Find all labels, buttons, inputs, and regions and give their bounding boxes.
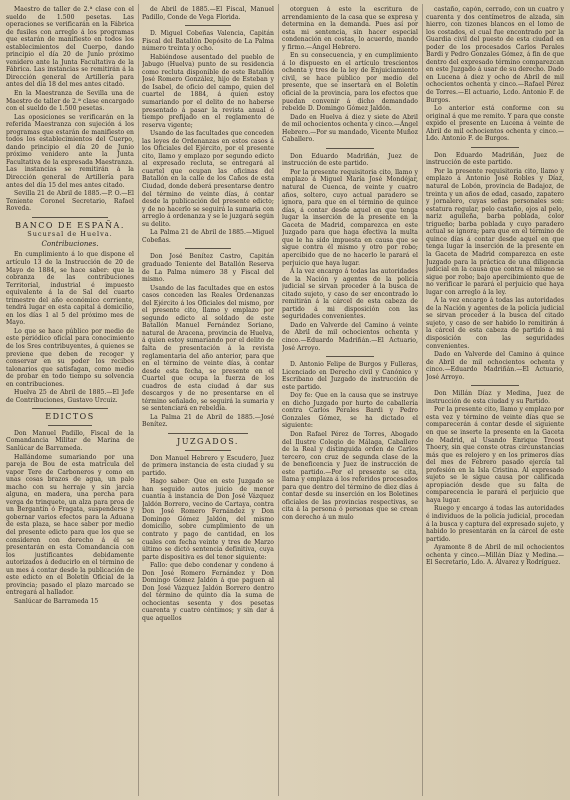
text-column-1: [6, 6, 134, 796]
paragraph: Dado en Valverde del Camino á veinte de Abril de mil ochocientos ochenta y cinco.—Eduardo Madriñán.—El Actuario, José Arroyo.: [282, 321, 418, 352]
separator-rule: [48, 425, 93, 426]
paragraph: Ayamonte 8 de Abril de mil ochocientos ochenta y cinco.—Millán Díaz y Medina.—El Secretario, Ldo. A. Álvarez y Rodríguez.: [426, 544, 564, 567]
paragraph: D. Antonio Felipe de Burgos y Fulleras, Licenciado en Derecho civil y Canónico y Escribano del Juzgado de instrucción de este partido.: [282, 361, 418, 391]
paragraph: Las oposiciones se verificarán en la referida Maestranza con sujeción á los programas que estarán de manifiesto en todos los establecimientos del Cuerpo, dando principio el día 20 de Junio próximo venidero ante la Junta Facultativa de la expresada Maestranza. Las instancias se remitirán á la Dirección general de Artillería para antes del día 15 del mes antes citado.: [6, 113, 134, 189]
paragraph: Usando de las facultades que en estos casos conceden las Reales Ordenanzas del Ejército á los Oficiales del mismo, por el presente cito, llamo y emplazo por segundo edicto al soldado de este Batallón Manuel Fernández Soriano, natural de Aracena, provincia de Huelva, á quien estoy sumariando por el delito de falta de presentación á la revista reglamentaria del año anterior, para que en el término de veinte días, á contar desde esta fecha, se presente en el Cuartel que ocupa la fuerza de los cuadros de esta ciudad á dar sus descargos y de no presentarse en el término señalado, se seguirá la sumaria y se sentenciará en rebeldía.: [142, 284, 274, 413]
column-divider: [278, 4, 279, 796]
separator-rule: [326, 356, 374, 357]
paragraph: Sevilla 21 de Abril de 1885.—P. O.—El Teniente Coronel Secretario, Rafael Roveda.: [6, 190, 134, 213]
paragraph: D. Miguel Cobeñas Valencia, Capitán Fiscal del Batallón Depósito de La Palma número treinta y ocho.: [142, 30, 274, 53]
column-divider: [138, 4, 139, 796]
separator-rule: [32, 217, 109, 218]
paragraph: Por la presente requisitoria cito, llamo y emplazo á Miguel María José Mondéjar, natural de Cuenca, de veinte y cuatro años, soltero, cuyo actual paradero se ignora, para que en el término de quince días, á contar desde aquel en que tenga lugar la inserción de la presente en la Gaceta de Madrid, comparezca en este Juzgado para que haga efectiva la multa que le ha sido impuesta en causa que se sigue contra él mismo y otro por robo; apercibido que de no hacerlo le parará el perjuicio que haya lugar.: [282, 168, 418, 267]
paragraph: La Palma 21 de Abril de 1885.—Miguel Cobeñas.: [142, 229, 274, 244]
section-heading: BANCO DE ESPAÑA.: [15, 220, 125, 230]
paragraph: En su consecuencia, y en cumplimiento á lo dispuesto en el artículo trescientos ochenta y tres de la ley de Enjuiciamiento civil, se hace público por medio del presente, que se insertará en el Boletín oficial de la provincia, para los efectos que puedan convenir á dicho demandado rebelde D. Domingo Gómez Jaldón.: [282, 52, 418, 113]
paragraph: Don Rafael Pérez de Torres, Abogado del Ilustre Colegio de Málaga, Caballero de la Real y distinguida orden de Carlos tercero, con cruz de segunda clase de la de beneficencia y Juez de instrucción de este partido.—Por el presente se cita, llama y emplaza á los referidos procesados para que dentro del término de diez días á contar desde su inserción en los Boletines oficiales de las provincias respectivas, se cita á la persona ó personas que se crean con derecho á un mulo: [282, 430, 418, 521]
paragraph: castaño, capón, cerrado, con un cuatro y cuarenta y dos centímetros de alzada, sin hierro, con tizones blancos en el lomo de los costados, el cual fue encontrado por la Guardia civil del puesto de esta ciudad en poder de los procesados Carlos Perales Bardi y Pedro Gonzales Gómez, á fin de que dentro del expresado término comparezcan en este Juzgado á usar de su derecho. Dado en Lucena á diez y ocho de Abril de mil ochocientos ochenta y cinco.—Rafael Pérez de Torres.—El actuario, Lcdo. Antonio F. de Burgos.: [426, 6, 564, 104]
paragraph: Habiéndose ausentado del pueblo de Jabugo (Huelva) punto de su residencia como recluta disponible de este Batallón José Romero González, hijo de Esteban y de Isabel, de oficio del campo, quien del cuartel de 1884, á quien estoy sumariando por el delito de no haberse presentado á pasar la revista anual ó tiempo prefijado en el reglamento de reserva vigente;: [142, 53, 274, 129]
paragraph: otorguen á este la escritura de arrendamiento de la casa que se expresa y determina en la demanda. Pues así por esta mi sentencia, sin hacer especial condenación en costas, lo acuerdo, mando y firmo.—Ángel Hebrero.: [282, 6, 418, 51]
separator-rule: [32, 408, 109, 409]
paragraph: Huelva 25 de Abril de 1885.—El Jefe de Contribuciones, Gustavo Urcuiz.: [6, 389, 134, 404]
separator-rule: [471, 147, 519, 148]
separator-rule: [185, 25, 231, 26]
paragraph: Don Manuel Hebrero y Escudero, Juez de primera instancia de esta ciudad y su partido.: [142, 454, 274, 477]
paragraph: En cumplimiento á lo que dispone el artículo 13 de la Instrucción de 20 de Mayo de 1884, se hace saber: que la cobranza de las contribuciones Territorial, industrial é impuesto equivalente á la de Sal del cuarto trimestre del año económico corriente, tendrá lugar en esta capital á domicilio, en los días 1 al 5 del próximo mes de Mayo.: [6, 251, 134, 327]
paragraph: Por la presente cito, llamo y emplazo por esta vez y término de veinte días que se comparecerán á contar desde el siguiente en que se inserte la presente en la Gaceta de Madrid, al Usando Enrique Troost Thoery, sin que conste otras circunstancias más que es relojero y en los primeros días del mes de Febrero pasado ejercía tal profesión en la Isla Cristina. Al expresado sujeto se le sigue causa por calificada apropiación desde que su falta de comparecencia le parará el perjuicio que haya lugar.: [426, 406, 564, 504]
paragraph: En la Maestranza de Sevilla una de Maestro de taller de 2.ª clase encargado con el sueldo de 1.500 pesetas.: [6, 90, 134, 113]
paragraph: Ruego y encargo á todas las autoridades é individuos de la policía judicial, procedan á la busca y captura del expresado sujeto, y habido lo presentarán en la cárcel de este partido.: [426, 505, 564, 543]
paragraph: Á la vez encargo á todas las autoridades de la Nación y agentes de la policía judicial se sirvan proceder á la busca de citado sujeto, y caso de ser encontrado lo remitirán á la cárcel de esta cabeza de partido á mi disposición con las seguridades convenientes.: [282, 268, 418, 321]
paragraph: Doy fe: Que en la causa que se instruye en dicho Juzgado por hurto de caballería contra Carlos Perales Bardi y Pedro Gonzales Gómez, se ha dictado el siguiente:: [282, 392, 418, 430]
paragraph: Lo anterior está conforme con su original á que me remito. Y para que conste expido el presente en Lucena á veinte de Abril de mil ochocientos ochenta y cinco.—Ldo. Antonio F. de Burgos.: [426, 105, 564, 143]
section-heading: JUZGADOS.: [177, 436, 239, 446]
separator-rule: [471, 385, 519, 386]
text-column-3: [282, 6, 418, 796]
separator-rule: [185, 450, 231, 451]
paragraph: Usando de las facultades que conceden las leyes de Ordenanzas en estos casos á los Oficiales del Ejército, por el presente cito, llamo y emplazo por segundo edicto al expresado recluta, se entregará al cuartel que ocupan las oficinas del Batallón en la calle de los Caños de esta Ciudad, donde deberá presentarse dentro del término de veinte días, á contar desde la publicación del presente edicto; y de no hacerlo se seguirá la sumaria con arreglo á ordenanza y se le juzgará según su delito.: [142, 130, 274, 228]
paragraph: Por la presente requisitoria cito, llamo y emplazo á Antonio José Robles y Díaz, natural de Lobón, provincia de Badajoz, de treinta y un años de edad, casado, zapatero y jornalero, cuyas señas personales son: estatura regular, pelo castaño, ojos al pelo, nariz aguileña, barba poblada, color trigueño; barba poblada y cuyo paradero actual se ignora; para que en el término de quince días á contar desde aquel en que tenga lugar la inserción de la presente en la Gaceta de Madrid comparezca en este Juzgado para la práctica de una diligencia judicial en la causa que contra el mismo se sigue por robo; bajo apercibimiento que de no verificar le parará el perjuicio que haya lugar con arreglo á la ley.: [426, 167, 564, 296]
section-title-italic: Contribuciones.: [41, 239, 99, 248]
paragraph: Dado en Huelva á diez y siete de Abril de mil ochocientos ochenta y cinco.—Ángel Hebrero.—Por su mandado, Vicente Muñoz Caballero.: [282, 113, 418, 144]
paragraph: Sanlúcar de Barrameda 15: [14, 597, 99, 605]
paragraph: Fallo: que debo condenar y condeno á Don José Romero Fernández y Don Domingo Gómez Jaldón á que paguen al Don José Vázquez Jaldón Borrero dentro del término de quinto día la suma de ochocientas sesenta y dos pesetas cuarenta y cuatro céntimos; y sin dar á que aquellos: [142, 562, 274, 623]
paragraph: Don José Benítez Castro, Capitán graduado Teniente del Batallón Reserva de La Palma número 38 y Fiscal del mismo.: [142, 253, 274, 284]
text-column-2: [142, 6, 274, 796]
separator-rule: [326, 148, 374, 149]
text-column-4: [426, 6, 564, 796]
paragraph: La Palma 21 de Abril de 1885.—José Benítez.: [142, 413, 274, 429]
section-subheading: Sucursal de Huelva.: [27, 230, 113, 239]
separator-rule: [168, 433, 247, 434]
paragraph: Maestro de taller de 2.ª clase con el sueldo de 1.500 pesetas. Las operaciones se verificarán en la Fábrica de fusiles con arreglo á los programas que estarán de manifiesto en todos los establecimientos del Cuerpo, dando principio el día 20 de Junio próximo venidero ante la Junta Facultativa de la Fábrica. Las instancias se remitirán á la Dirección general de Artillería para antes del día 18 del mes antes citado.: [6, 6, 134, 89]
paragraph: Don Manuel Padillo, Fiscal de la Comandancia Militar de Marina de Sanlúcar de Barrameda.: [6, 429, 134, 452]
paragraph: Hallándome sumariando por una pareja de Bou de esta matrícula del vapor Tere de Carboneros y como en unas cosas brazos de agua, un palo macho con su herraje y sin jarcia alguna, en madera, una percha para verga de trinquete, un alza para proa de un Bergantín ó Fragata, suspenderse y gobernar varios efectos para la Aduana de esta plaza, se hace saber por medio del presente edicto para que los que se consideren con derecho á él se presentarán en esta Comandancia con los justificantes debidamente autorizados á deducirlo en el término de un mes á contar desde la publicación de este edicto en el Boletín Oficial de la provincia; pasado el plazo marcado se entregará al hallador.: [6, 453, 134, 597]
paragraph: Á la vez encargo á todas las autoridades de la Nación y agentes de la policía judicial se sirvan proceder á la busca del citado sujeto, y caso de ser habido lo remitirán á la cárcel de esta cabeza de partido á mi disposición con las seguridades convenientes.: [426, 297, 564, 350]
paragraph: Don Eduardo Madriñán, Juez de instrucción de este partido.: [426, 151, 564, 167]
paragraph: Don Eduardo Madriñán, Juez de instrucción de este partido.: [282, 152, 418, 168]
paragraph: de Abril de 1885.—El Fiscal, Manuel Padillo, Conde de Vega Florida.: [142, 6, 274, 21]
column-divider: [422, 4, 423, 796]
section-heading: EDICTOS: [45, 412, 95, 422]
separator-rule: [185, 248, 231, 249]
paragraph: Don Millán Díaz y Medina, Juez de instrucción de esta ciudad y su Partido.: [426, 390, 564, 405]
paragraph: Dado en Valverde del Camino á quince de Abril de mil ochocientos ochenta y cinco.—Eduardo Madriñán.—El Actuario, José Arroyo.: [426, 351, 564, 381]
paragraph: Lo que se hace público por medio de este periódico oficial para conocimiento de los Sres contribuyentes, á quienes se previene que deben de recoger y conservar en su poder los recibos talonarios que satisfagan, como medio de probar en todo tiempo su solvencia en contribuciones.: [6, 327, 134, 388]
paragraph: Hago saber: Que en este Juzgado se han seguido autos juicio de menor cuantía á instancia de Don José Vázquez Jaldón Borrero, vecino de Cartaya, contra Don José Romero Fernández y Don Domingo Gómez Jaldón, del mismo domicilio, sobre cumplimiento de un contrato y pago de cantidad, en los cuales con fecha veinte y tres de Marzo último se dictó sentencia definitiva, cuya parte dispositiva es del tenor siguiente:: [142, 478, 274, 561]
